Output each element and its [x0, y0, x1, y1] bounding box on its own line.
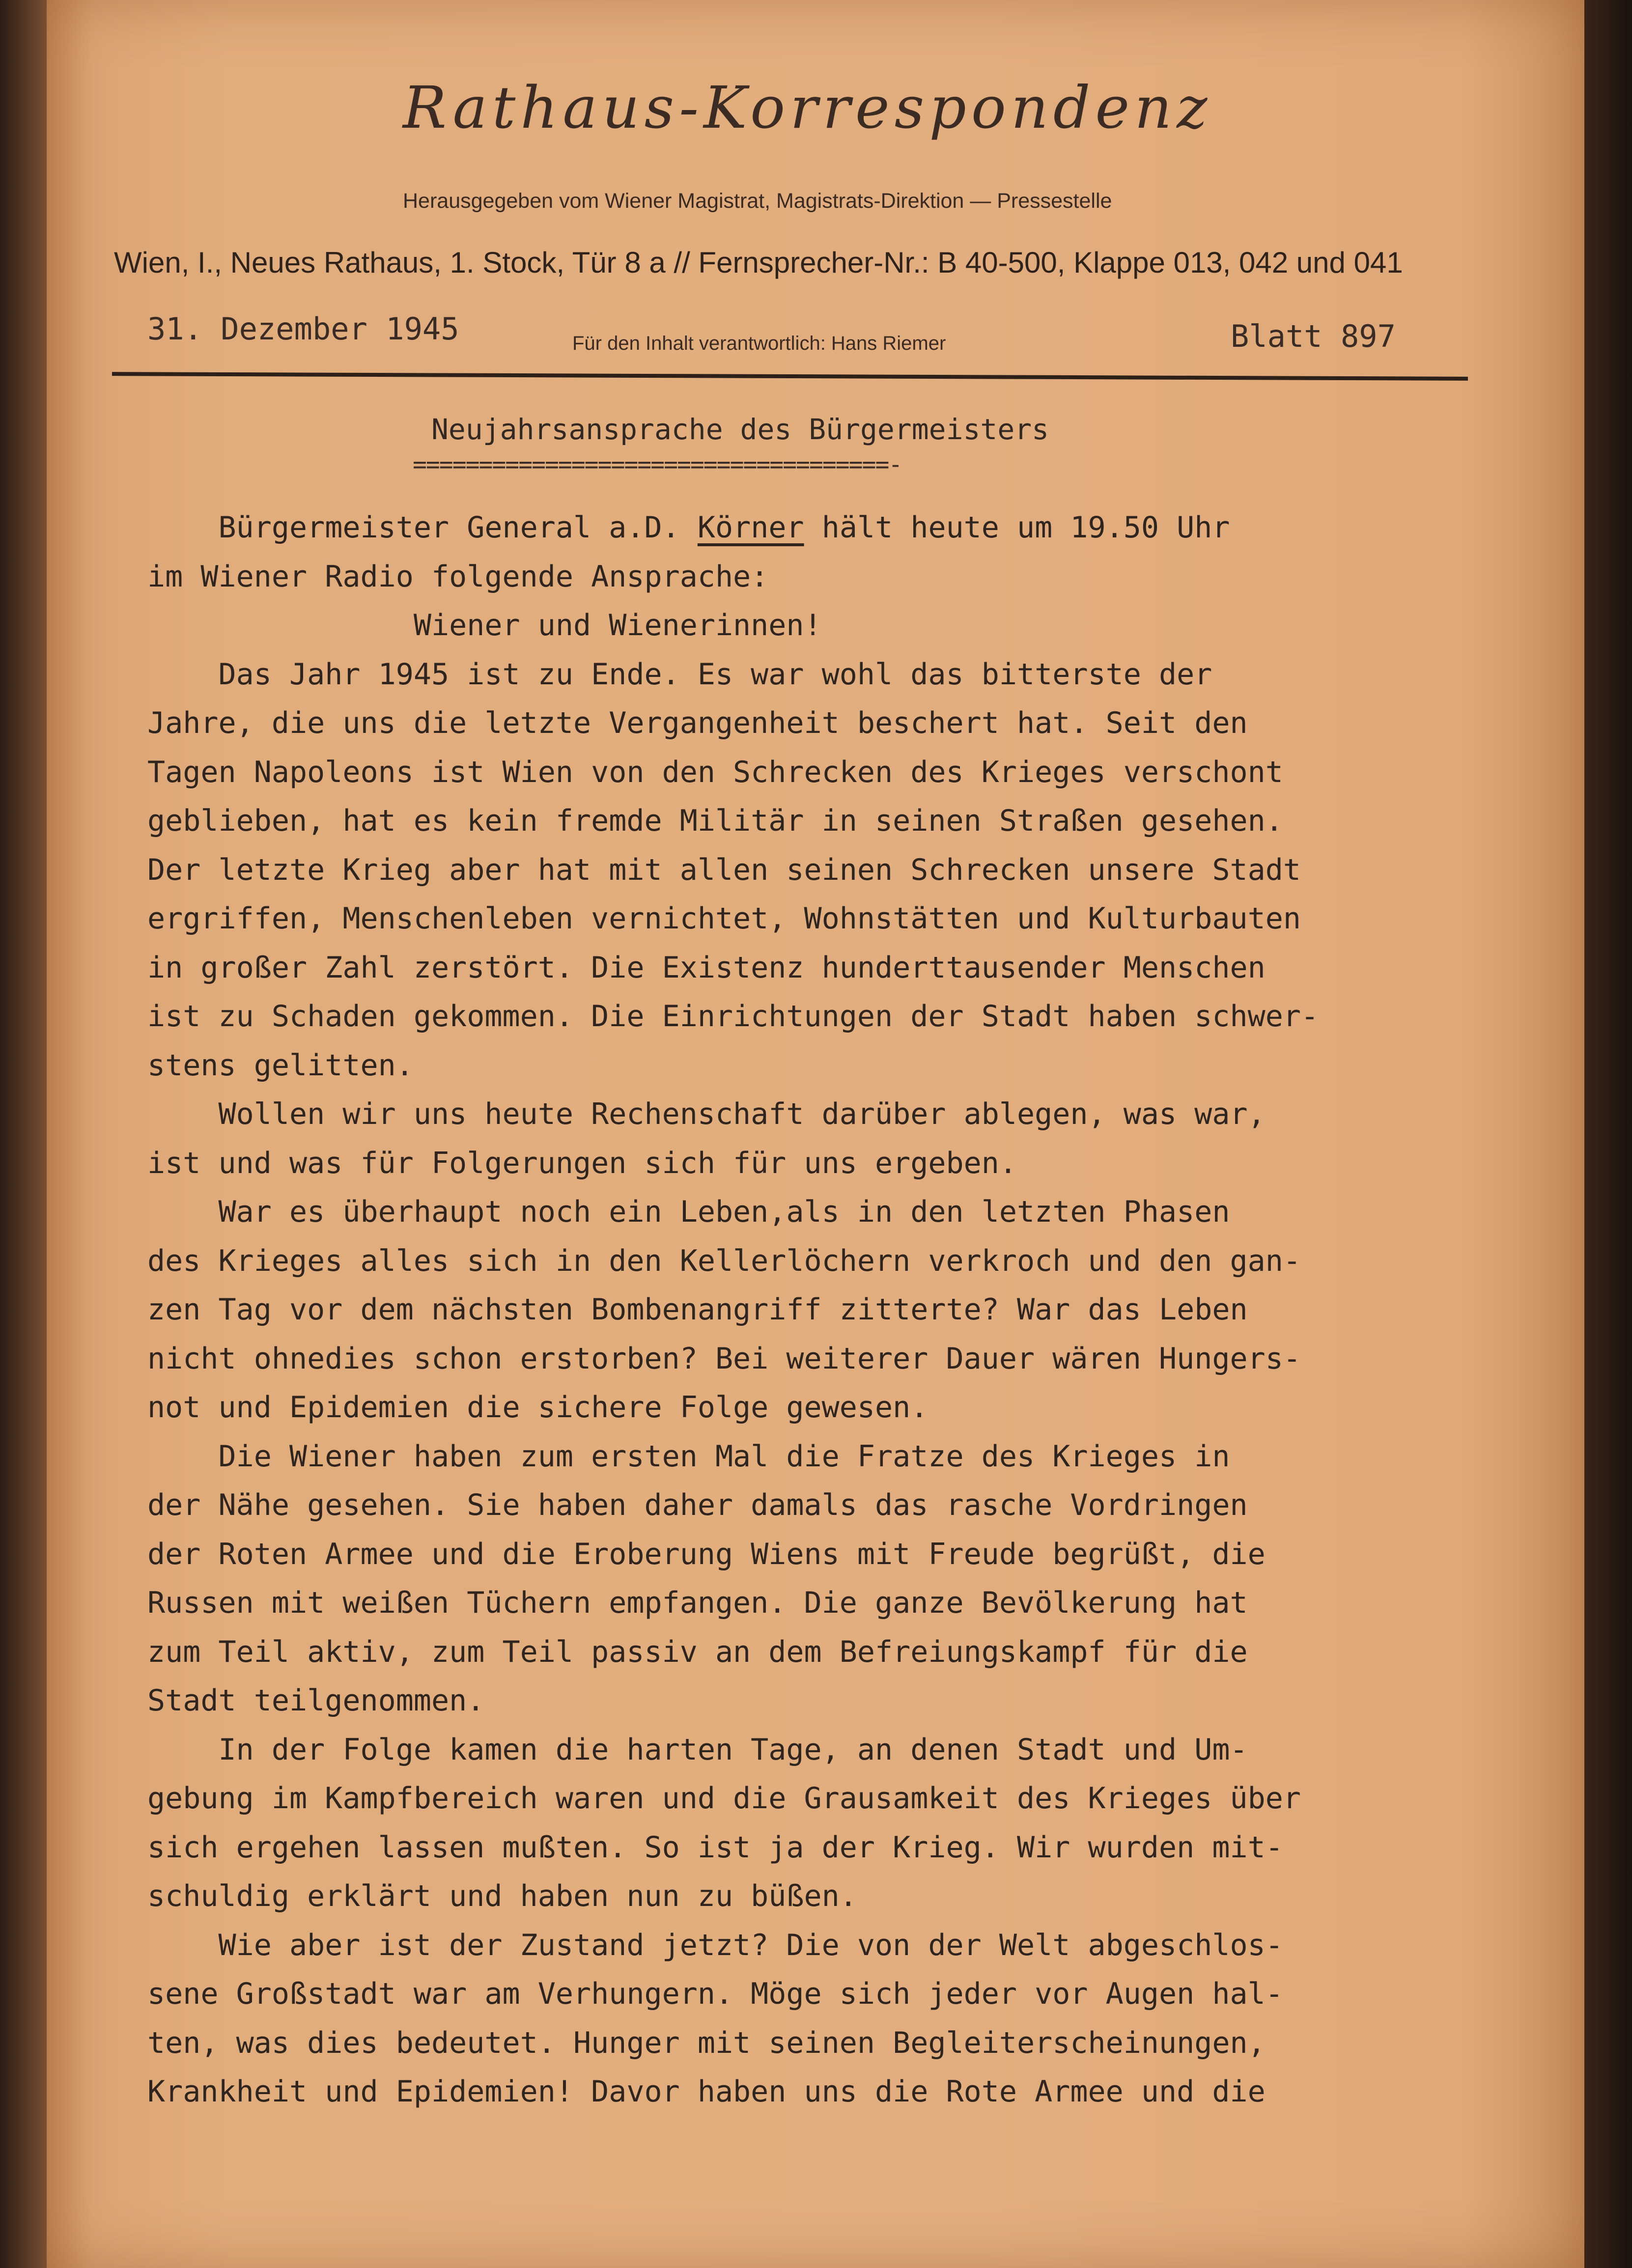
body-line-text: hält heute um 19.50 Uhr	[804, 510, 1230, 545]
body-line: War es überhaupt noch ein Leben,als in den letzten Phasen	[147, 1195, 1230, 1229]
binding-shadow	[0, 0, 47, 2268]
masthead-subtitle: Herausgegeben vom Wiener Magistrat, Magistrats-Direktion — Pressestelle	[403, 189, 1112, 213]
body-line: in großer Zahl zerstört. Die Existenz hunderttausender Menschen	[147, 950, 1266, 985]
body-line: Jahre, die uns die letzte Vergangenheit beschert hat. Seit den	[147, 706, 1248, 740]
body-line: ergriffen, Menschenleben vernichtet, Wohnstätten und Kulturbauten	[147, 901, 1301, 936]
body-line: ist zu Schaden gekommen. Die Einrichtungen der Stadt haben schwer-	[147, 999, 1319, 1034]
article-heading: Neujahrsansprache des Bürgermeisters	[431, 413, 1049, 446]
body-line: Stadt teilgenommen.	[147, 1683, 485, 1718]
page-edge	[1584, 0, 1632, 2268]
body-line: Wie aber ist der Zustand jetzt? Die von der Welt abgeschlos-	[147, 1928, 1283, 1962]
body-line: sene Großstadt war am Verhungern. Möge sich jeder vor Augen hal-	[147, 1977, 1283, 2011]
body-line: stens gelitten.	[147, 1048, 414, 1083]
body-line: Wollen wir uns heute Rechenschaft darüber ablegen, was war,	[147, 1097, 1266, 1131]
issue-date: 31. Dezember 1945	[147, 311, 459, 347]
body-line: sich ergehen lassen mußten. So ist ja der Krieg. Wir wurden mit-	[147, 1830, 1283, 1865]
body-line: ten, was dies bedeutet. Hunger mit seinen Begleiterscheinungen,	[147, 2025, 1266, 2060]
sheet-number: Blatt 897	[1231, 318, 1396, 354]
body-line: Krankheit und Epidemien! Davor haben uns die Rote Armee und die	[147, 2074, 1266, 2109]
body-line	[147, 504, 1474, 553]
body-line: nicht ohnedies schon erstorben? Bei weiterer Dauer wären Hungers-	[147, 1341, 1301, 1376]
body-line: des Krieges alles sich in den Kellerlöchern verkroch und den gan-	[147, 1243, 1301, 1278]
body-line: der Roten Armee und die Eroberung Wiens mit Freude begrüßt, die	[147, 1537, 1266, 1571]
body-line: not und Epidemien die sichere Folge gewesen.	[147, 1390, 929, 1425]
body-line: Der letzte Krieg aber hat mit allen seinen Schrecken unsere Stadt	[147, 852, 1301, 887]
heading-underline: ====================================-	[413, 451, 902, 478]
responsible-editor: Für den Inhalt verantwortlich: Hans Riemer	[572, 333, 946, 354]
body-line: zum Teil aktiv, zum Teil passiv an dem Befreiungskampf für die	[147, 1634, 1248, 1669]
masthead-address: Wien, I., Neues Rathaus, 1. Stock, Tür 8 a // Fernsprecher-Nr.: B 40-500, Klappe 013, 042 und 041	[114, 246, 1403, 279]
body-line: In der Folge kamen die harten Tage, an denen Stadt und Um-	[147, 1732, 1248, 1767]
body-line: im Wiener Radio folgende Ansprache:	[147, 559, 769, 594]
body-line: geblieben, hat es kein fremde Militär in seinen Straßen gesehen.	[147, 804, 1283, 838]
body-line: Das Jahr 1945 ist zu Ende. Es war wohl das bitterste der	[147, 657, 1212, 692]
body-line: Die Wiener haben zum ersten Mal die Fratze des Krieges in	[147, 1439, 1230, 1474]
body-line: Wiener und Wienerinnen!	[147, 608, 822, 643]
body-line: schuldig erklärt und haben nun zu büßen.	[147, 1879, 857, 1913]
body-line: gebung im Kampfbereich waren und die Grausamkeit des Krieges über	[147, 1781, 1301, 1816]
masthead-title: Rathaus-Korrespondenz	[403, 74, 1212, 141]
article-body	[147, 504, 1474, 2117]
body-line: Russen mit weißen Tüchern empfangen. Die ganze Bevölkerung hat	[147, 1586, 1248, 1620]
body-line: der Nähe gesehen. Sie haben daher damals das rasche Vordringen	[147, 1488, 1248, 1522]
body-line-text: Bürgermeister General a.D.	[147, 510, 698, 545]
body-line: Tagen Napoleons ist Wien von den Schrecken des Krieges verschont	[147, 755, 1283, 789]
body-line: zen Tag vor dem nächsten Bombenangriff zitterte? War das Leben	[147, 1292, 1248, 1327]
body-line: ist und was für Folgerungen sich für uns ergeben.	[147, 1146, 1017, 1180]
mayor-name: Körner	[697, 510, 804, 545]
